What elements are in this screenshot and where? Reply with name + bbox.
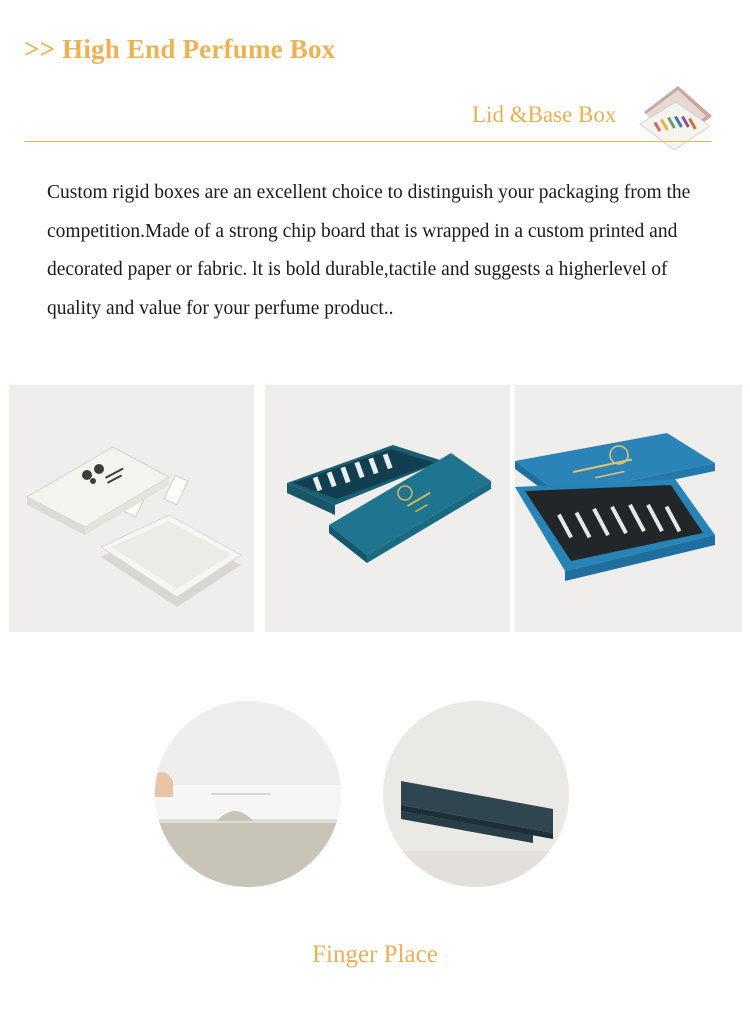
detail-circle-teal-edge — [383, 701, 569, 887]
header-divider — [24, 141, 712, 142]
section-subtitle: Lid &Base Box — [472, 102, 617, 127]
detail-circle-white-notch — [155, 701, 341, 887]
description-text: Custom rigid boxes are an excellent choice to distinguish your packaging from the competition.Made of a strong chip board that is wrapped in a custom printed and decorated paper or fabric. lt is bold durable,tactile and suggests a higherlevel of quality and value for your perfume product.. — [47, 182, 691, 319]
product-thumbnail — [636, 82, 714, 154]
product-photo-white-box — [9, 385, 254, 632]
product-photo-blue-box — [515, 385, 742, 632]
detail-caption: Finger Place — [312, 941, 438, 968]
product-photo-teal-box — [265, 385, 510, 632]
section-title: >> High End Perfume Box — [24, 34, 336, 64]
